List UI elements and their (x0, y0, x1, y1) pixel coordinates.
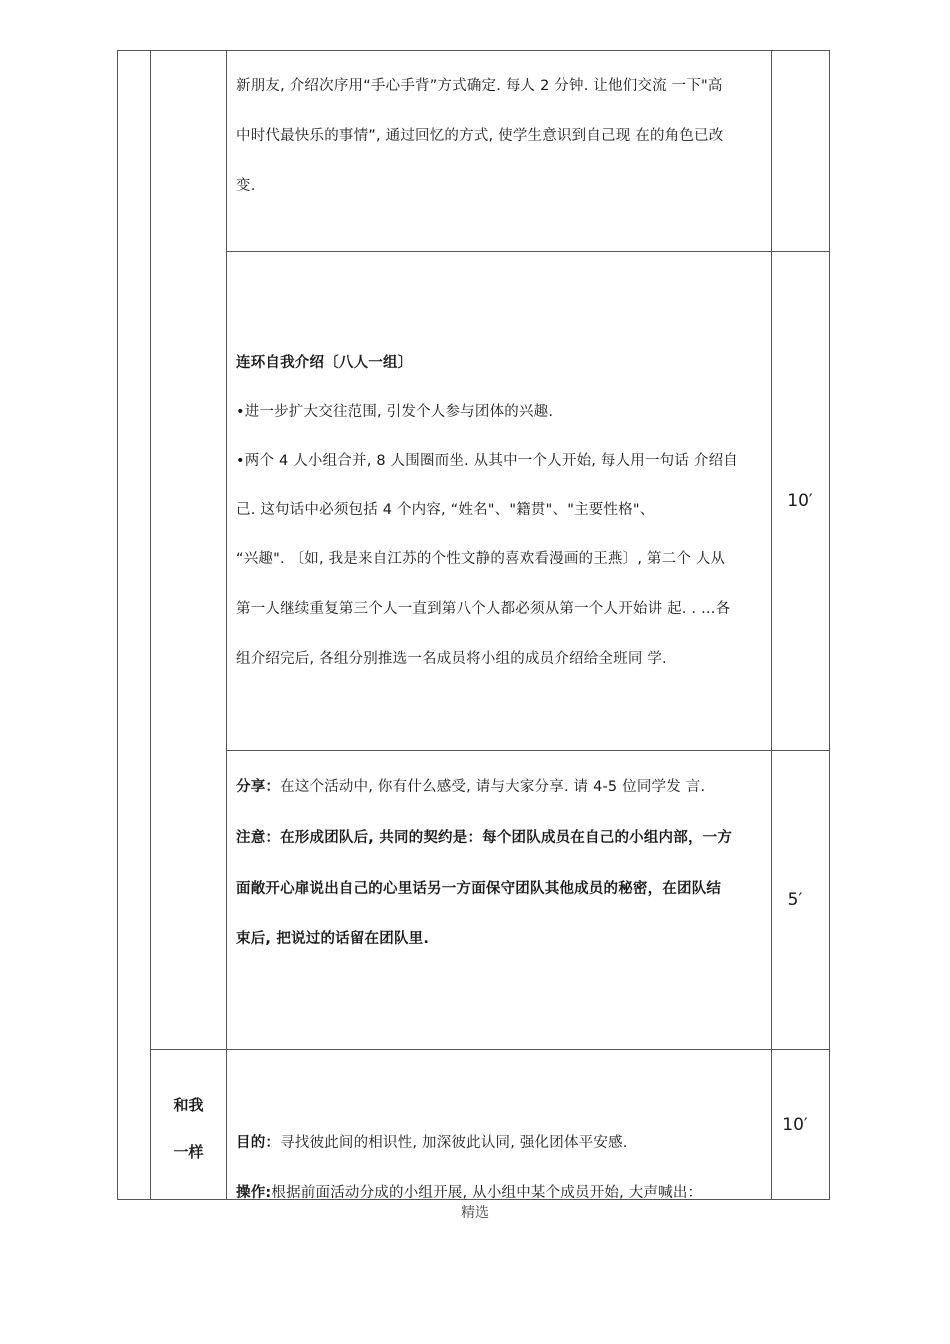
row2-line-2: •两个 4 人小组合并, 8 人围圈而坐. 从其中一个人开始, 每人用一句话 介绍自 (236, 453, 738, 469)
row4-goal (236, 1133, 628, 1153)
table-divider-2 (226, 50, 227, 1200)
row2-line-6: 组介绍完后, 各组分别推选一名成员将小组的成员介绍给全班同 学. (236, 651, 667, 667)
goal-label: 目的： (236, 1135, 281, 1151)
row2-title: 连环自我介绍〔八人一组〕 (236, 355, 413, 371)
row4-time: 10′ (782, 1115, 808, 1135)
operation-label: 操作: (236, 1185, 272, 1201)
table-divider-3 (771, 50, 772, 1200)
table-border-right (829, 50, 830, 1200)
row2-line-5: 第一人继续重复第三个人一直到第八个人都必须从第一个人开始讲 起. . …各 (236, 601, 731, 617)
row3-share (236, 777, 705, 797)
row1-line-3: 变. (236, 178, 256, 194)
table-border-left (117, 50, 118, 1200)
row2-line-1: •进一步扩大交往范围, 引发个人参与团体的兴趣. (236, 404, 554, 420)
row-divider-2 (226, 750, 830, 751)
activity-name-line-2: 一样 (173, 1143, 204, 1161)
page-footer: 精选 (461, 1205, 489, 1221)
row2-time: 10′ (787, 491, 813, 511)
share-text: 在这个活动中, 你有什么感受, 请与大家分享. 请 4-5 位同学发 言. (280, 779, 706, 795)
row-divider-3 (150, 1049, 830, 1050)
row3-note-line-1: 注意：在形成团队后, 共同的契约是：每个团队成员在自己的小组内部，一方 (236, 830, 733, 846)
share-label: 分享： (236, 779, 281, 795)
row4-operation (236, 1183, 702, 1203)
table-divider-1 (150, 50, 151, 1200)
row2-line-4: “兴趣". 〔如, 我是来自江苏的个性文静的喜欢看漫画的王燕〕, 第二个 人从 (236, 551, 726, 567)
row-divider-1 (226, 251, 830, 252)
operation-text: 根据前面活动分成的小组开展, 从小组中某个成员开始, 大声喊出： (271, 1185, 703, 1201)
row3-note-line-2: 面敞开心扉说出自己的心里话另一方面保守团队其他成员的秘密，在团队结 (236, 881, 722, 897)
row3-note-line-3: 束后, 把说过的话留在团队里. (236, 931, 430, 947)
row1-line-2: 中时代最快乐的事情”, 通过回忆的方式, 使学生意识到自己现 在的角色已改 (236, 128, 724, 144)
row2-line-3: 己. 这句话中必须包括 4 个内容, “姓名"、"籍贯"、"主要性格"、 (236, 502, 655, 518)
row1-line-1: 新朋友, 介绍次序用“手心手背”方式确定. 每人 2 分钟. 让他们交流 一下"高 (236, 78, 723, 94)
row3-time: 5′ (787, 890, 803, 910)
activity-name-line-1: 和我 (173, 1096, 204, 1114)
goal-text: 寻找彼此间的相识性, 加深彼此认同, 强化团体平安感. (280, 1135, 628, 1151)
table-border-top (117, 50, 830, 51)
